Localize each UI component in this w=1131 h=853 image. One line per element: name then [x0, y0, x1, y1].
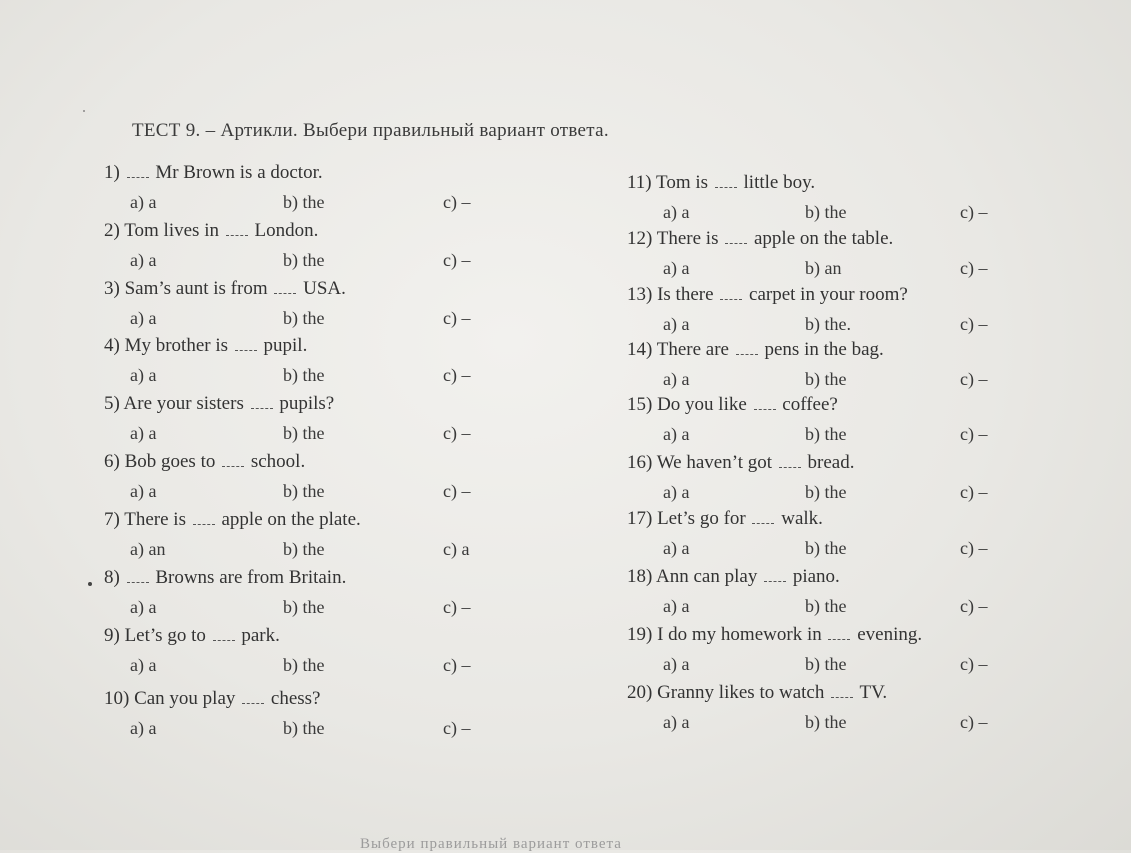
question-15	[627, 394, 838, 416]
option-a: a) a	[130, 655, 157, 675]
question-text-before: There are	[656, 339, 729, 360]
option-b: b) an	[805, 258, 842, 278]
option-a: a) a	[663, 482, 690, 502]
question-text-after: Mr Brown is a doctor.	[155, 162, 323, 183]
question-text-before: Ann can play	[656, 566, 758, 587]
question-number: 17)	[627, 508, 653, 529]
answer-blank	[274, 292, 296, 294]
question-text-after: apple on the table.	[753, 228, 894, 249]
option-c: c) –	[960, 654, 988, 674]
option-c: c) –	[443, 597, 471, 617]
question-number: 14)	[627, 339, 653, 360]
bullet-mark	[88, 582, 92, 586]
question-text-after: London.	[254, 220, 319, 241]
answer-blank	[235, 349, 257, 351]
option-b: b) the	[283, 423, 325, 443]
option-a: a) a	[130, 365, 157, 385]
option-c: c) –	[443, 250, 471, 270]
question-20	[627, 682, 887, 704]
option-b: b) the	[283, 718, 325, 738]
question-text-before: We haven’t got	[656, 452, 773, 473]
option-c: c) –	[443, 308, 471, 328]
answer-blank	[251, 407, 273, 409]
question-text-before: Let’s go for	[657, 508, 746, 529]
option-a: a) a	[663, 202, 690, 222]
question-text-after: pens in the bag.	[764, 339, 884, 360]
option-a: a) a	[663, 596, 690, 616]
question-text-after: apple on the plate.	[221, 509, 361, 530]
option-b: b) the	[805, 369, 847, 389]
question-10	[104, 688, 321, 710]
question-number: 13)	[627, 284, 653, 305]
page-title: ТЕСТ 9. – Артикли. Выбери правильный вариант ответа.	[132, 120, 609, 141]
option-b: b) the	[283, 597, 325, 617]
answer-blank	[127, 581, 149, 583]
option-a: a) a	[130, 718, 157, 738]
question-number: 16)	[627, 452, 653, 473]
answer-blank	[779, 466, 801, 468]
option-c: c) –	[443, 423, 471, 443]
question-text-before: Can you play	[134, 688, 236, 709]
option-c: c) –	[960, 202, 988, 222]
question-text-after: carpet in your room?	[749, 284, 908, 305]
option-b: b) the	[283, 308, 325, 328]
option-b: b) the	[805, 596, 847, 616]
question-text-after: Browns are from Britain.	[155, 567, 347, 588]
question-text-after: coffee?	[782, 394, 838, 415]
question-text-before: Bob goes to	[124, 451, 216, 472]
question-number: 4)	[104, 335, 120, 356]
option-b: b) the	[805, 482, 847, 502]
answer-blank	[715, 186, 737, 188]
question-text-before: There is	[124, 509, 186, 530]
question-number: 6)	[104, 451, 120, 472]
answer-blank	[752, 522, 774, 524]
option-b: b) the	[805, 712, 847, 732]
question-text-after: bread.	[807, 452, 855, 473]
option-c: c) –	[960, 314, 988, 334]
question-text-before: Granny likes to watch	[657, 682, 825, 703]
option-c: c) –	[443, 481, 471, 501]
option-b: b) the	[283, 539, 325, 559]
option-c: c) –	[960, 424, 988, 444]
option-a: a) a	[663, 424, 690, 444]
answer-blank	[226, 234, 248, 236]
option-a: a) a	[663, 258, 690, 278]
question-number: 10)	[104, 688, 130, 709]
option-c: c) –	[443, 655, 471, 675]
option-a: a) an	[130, 539, 166, 559]
option-c: c) a	[443, 539, 470, 559]
option-c: c) –	[443, 718, 471, 738]
question-11	[627, 172, 815, 194]
question-text-after: pupil.	[263, 335, 308, 356]
option-a: a) a	[663, 538, 690, 558]
question-text-before: Are your sisters	[123, 393, 244, 414]
question-text-after: little boy.	[743, 172, 816, 193]
option-c: c) –	[960, 712, 988, 732]
question-19	[627, 624, 922, 646]
paper-speck	[83, 110, 85, 112]
question-number: 5)	[104, 393, 120, 414]
question-18	[627, 566, 840, 588]
option-b: b) the	[283, 655, 325, 675]
question-3	[104, 278, 346, 300]
question-number: 7)	[104, 509, 120, 530]
option-c: c) –	[443, 192, 471, 212]
answer-blank	[720, 298, 742, 300]
question-text-after: evening.	[857, 624, 923, 645]
option-b: b) the.	[805, 314, 851, 334]
question-text-after: walk.	[781, 508, 823, 529]
option-c: c) –	[960, 596, 988, 616]
option-c: c) –	[960, 538, 988, 558]
bleed-through-text: Выбери правильный вариант ответа	[360, 836, 622, 852]
question-number: 12)	[627, 228, 653, 249]
answer-blank	[736, 353, 758, 355]
answer-blank	[222, 465, 244, 467]
question-13	[627, 284, 908, 306]
question-text-after: school.	[250, 451, 306, 472]
question-16	[627, 452, 854, 474]
question-text-after: USA.	[303, 278, 346, 299]
answer-blank	[725, 242, 747, 244]
question-number: 9)	[104, 625, 120, 646]
option-a: a) a	[663, 712, 690, 732]
question-1	[104, 162, 323, 184]
question-text-before: Let’s go to	[124, 625, 206, 646]
question-text-before: Tom is	[656, 172, 709, 193]
answer-blank	[242, 702, 264, 704]
option-a: a) a	[130, 481, 157, 501]
option-c: c) –	[960, 482, 988, 502]
question-text-before: Do you like	[657, 394, 747, 415]
option-c: c) –	[960, 369, 988, 389]
option-c: c) –	[443, 365, 471, 385]
question-text-after: TV.	[859, 682, 888, 703]
question-text-before: There is	[656, 228, 719, 249]
answer-blank	[831, 696, 853, 698]
question-text-before: Tom lives in	[124, 220, 219, 241]
option-b: b) the	[283, 481, 325, 501]
question-text-after: piano.	[792, 566, 840, 587]
question-number: 2)	[104, 220, 120, 241]
option-b: b) the	[805, 654, 847, 674]
option-a: a) a	[130, 308, 157, 328]
question-number: 18)	[627, 566, 653, 587]
question-text-after: pupils?	[279, 393, 335, 414]
option-b: b) the	[805, 202, 847, 222]
question-text-after: chess?	[270, 688, 321, 709]
question-14	[627, 339, 884, 361]
option-a: a) a	[130, 597, 157, 617]
question-7	[104, 509, 361, 531]
question-text-before: Is there	[657, 284, 714, 305]
option-b: b) the	[283, 365, 325, 385]
question-9	[104, 625, 280, 647]
option-a: a) a	[663, 654, 690, 674]
question-number: 15)	[627, 394, 653, 415]
option-b: b) the	[805, 538, 847, 558]
question-2	[104, 220, 318, 242]
question-number: 1)	[104, 162, 120, 183]
question-5	[104, 393, 334, 415]
answer-blank	[828, 638, 850, 640]
question-number: 20)	[627, 682, 653, 703]
question-number: 19)	[627, 624, 653, 645]
answer-blank	[754, 408, 776, 410]
answer-blank	[127, 176, 149, 178]
question-text-before: My brother is	[124, 335, 229, 356]
question-4	[104, 335, 307, 357]
question-17	[627, 508, 823, 530]
answer-blank	[764, 580, 786, 582]
answer-blank	[193, 523, 215, 525]
option-a: a) a	[663, 314, 690, 334]
question-number: 8)	[104, 567, 120, 588]
option-c: c) –	[960, 258, 988, 278]
answer-blank	[213, 639, 235, 641]
option-b: b) the	[283, 192, 325, 212]
question-text-after: park.	[241, 625, 280, 646]
option-a: a) a	[130, 423, 157, 443]
option-a: a) a	[130, 250, 157, 270]
option-a: a) a	[130, 192, 157, 212]
question-12	[627, 228, 893, 250]
question-number: 3)	[104, 278, 120, 299]
option-b: b) the	[283, 250, 325, 270]
question-6	[104, 451, 305, 473]
question-number: 11)	[627, 172, 652, 193]
question-text-before: Sam’s aunt is from	[124, 278, 268, 299]
option-a: a) a	[663, 369, 690, 389]
question-text-before: I do my homework in	[657, 624, 822, 645]
option-b: b) the	[805, 424, 847, 444]
question-8	[104, 567, 346, 589]
